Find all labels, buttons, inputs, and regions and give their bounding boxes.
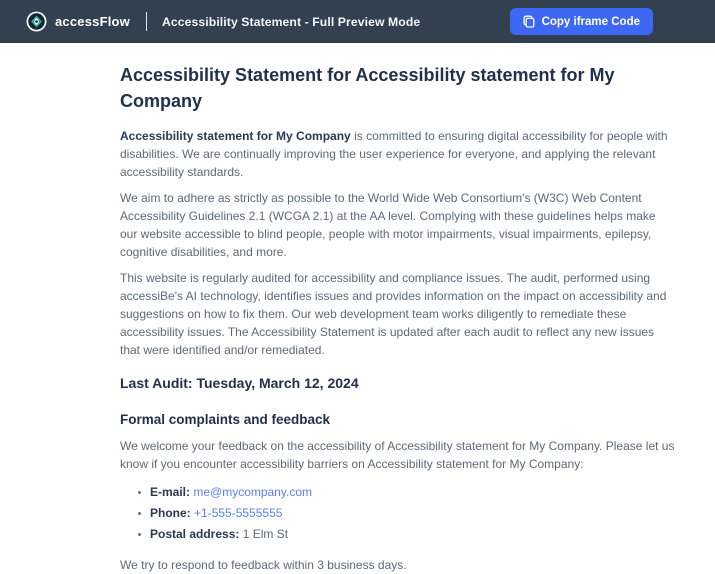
postal-value: 1 Elm St (242, 527, 289, 541)
email-link[interactable]: me@mycompany.com (193, 485, 313, 499)
header-divider (146, 12, 147, 31)
audit-paragraph: This website is regularly audited for accessibility and compliance issues. The audit, performed using accessiBe's AI technology, identifies issues and provides information on the impact on accessibility and suggestions on how to fix them. Our web development team works diligently to remediate these accessibility issues. The Accessibility Statement is updated after each audit to reflect any new issues that were identified and/or remediated. (120, 271, 667, 357)
bullet-dot (138, 533, 141, 536)
preview-mode-title: Accessibility Statement - Full Preview Mode (162, 14, 421, 29)
last-audit-date: Tuesday, March 12, 2024 (192, 375, 359, 391)
feedback-paragraph: We welcome your feedback on the accessibility of Accessibility statement for My Company. Please let us know if you encounter accessibility barriers on Accessibility statement for My Company: (120, 439, 675, 471)
bullet-dot (138, 512, 141, 515)
top-bar (0, 0, 715, 43)
contact-list (138, 482, 676, 545)
phone-link[interactable]: +1-555-5555555 (194, 506, 283, 520)
accessflow-logo-icon (26, 11, 47, 32)
last-audit-label: Last Audit: (120, 375, 193, 391)
company-name-bold: Accessibility statement for My Company (120, 129, 351, 143)
wcag-paragraph: We aim to adhere as strictly as possible to the World Wide Web Consortium's (W3C) Web Content Accessibility Guidelines 2.1 (WCGA 2.1) at the AA level. Complying with these guidelines helps make our website accessible to blind people, people with motor impairments, visual impairments, epilepsy, cognitive disabilities, and more. (120, 191, 656, 259)
contact-item-email (138, 482, 676, 503)
copy-iframe-code-button[interactable] (510, 8, 653, 35)
postal-label: Postal address: (150, 527, 240, 541)
phone-label: Phone: (150, 506, 191, 520)
copy-icon (523, 15, 535, 28)
contact-item-postal (138, 524, 676, 545)
page-title: Accessibility Statement for Accessibility statement for My Company (120, 65, 615, 111)
copy-button-label: Copy iframe Code (541, 15, 640, 28)
feedback-heading: Formal complaints and feedback (120, 412, 331, 427)
contact-item-phone (138, 503, 676, 524)
bullet-dot (138, 491, 141, 494)
intro-paragraph (120, 127, 676, 181)
email-label: E-mail: (150, 485, 191, 499)
intro-paragraph-text: is committed to ensuring digital accessibility for people with disabilities. We are continually improving the user experience for everyone, and applying the relevant accessibility standards. (120, 129, 668, 179)
closing-paragraph: We try to respond to feedback within 3 business days. (120, 558, 407, 572)
last-audit-heading (120, 375, 676, 391)
statement-document (0, 43, 676, 574)
brand-name: accessFlow (55, 14, 130, 29)
